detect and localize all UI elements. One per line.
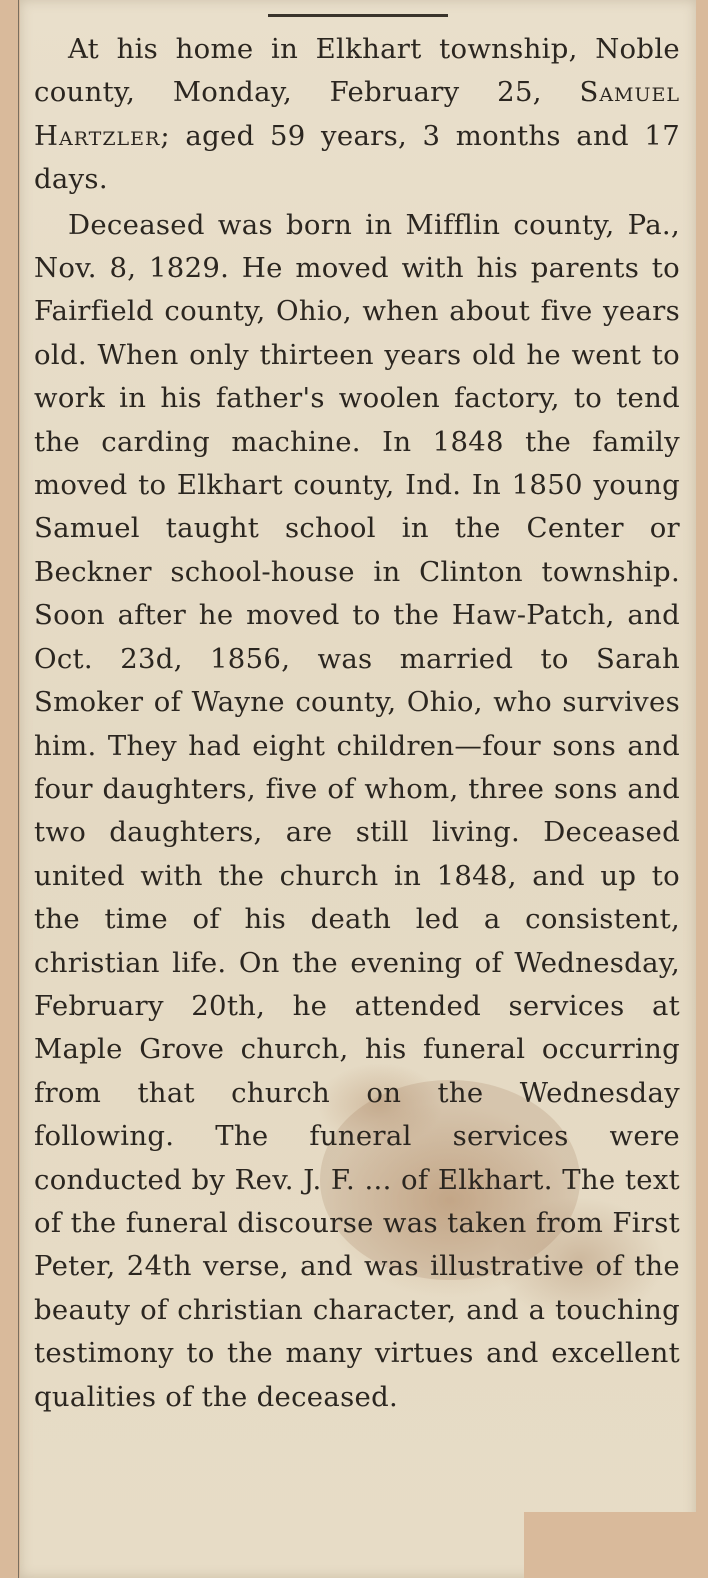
- death-notice-age: ; aged 59 years, 3 months and 17 days.: [34, 119, 680, 196]
- death-notice-paragraph: [34, 28, 680, 202]
- death-notice-intro: At his home in Elkhart township, Noble county, Monday, February 25,: [34, 33, 680, 109]
- obituary-article: [34, 28, 680, 1419]
- biography-paragraph: Deceased was born in Mifflin county, Pa., Nov. 8, 1829. He moved with his parents to Fairfield county, Ohio, when about five years old. When only thirteen years old he went to work in his father's woolen factory, to tend the carding machine. In 1848 the family moved to Elkhart county, Ind. In 1850 young Samuel taught school in the Center or Beckner school-house in Clinton township. Soon after he moved to the Haw-Patch, and Oct. 23d, 1856, was married to Sarah Smoker of Wayne county, Ohio, who survives him. They had eight children—four sons and four daughters, five of whom, three sons and two daughters, are still living. Deceased united with the church in 1848, and up to the time of his death led a consistent, christian life. On the evening of Wednesday, February 20th, he attended services at Maple Grove church, his funeral occurring from that church on the Wednesday following. The funeral services were conducted by Rev. J. F. ... of Elkhart. The text of the funeral discourse was taken from First Peter, 24th verse, and was illustrative of the beauty of christian character, and a touching testimony to the many virtues and excellent qualities of the deceased.: [34, 208, 680, 1413]
- deceased-name: Samuel Hartzler: [34, 76, 680, 152]
- headline-rule: [268, 14, 448, 17]
- column-rule: [18, 0, 19, 1578]
- background-patch: [524, 1512, 708, 1578]
